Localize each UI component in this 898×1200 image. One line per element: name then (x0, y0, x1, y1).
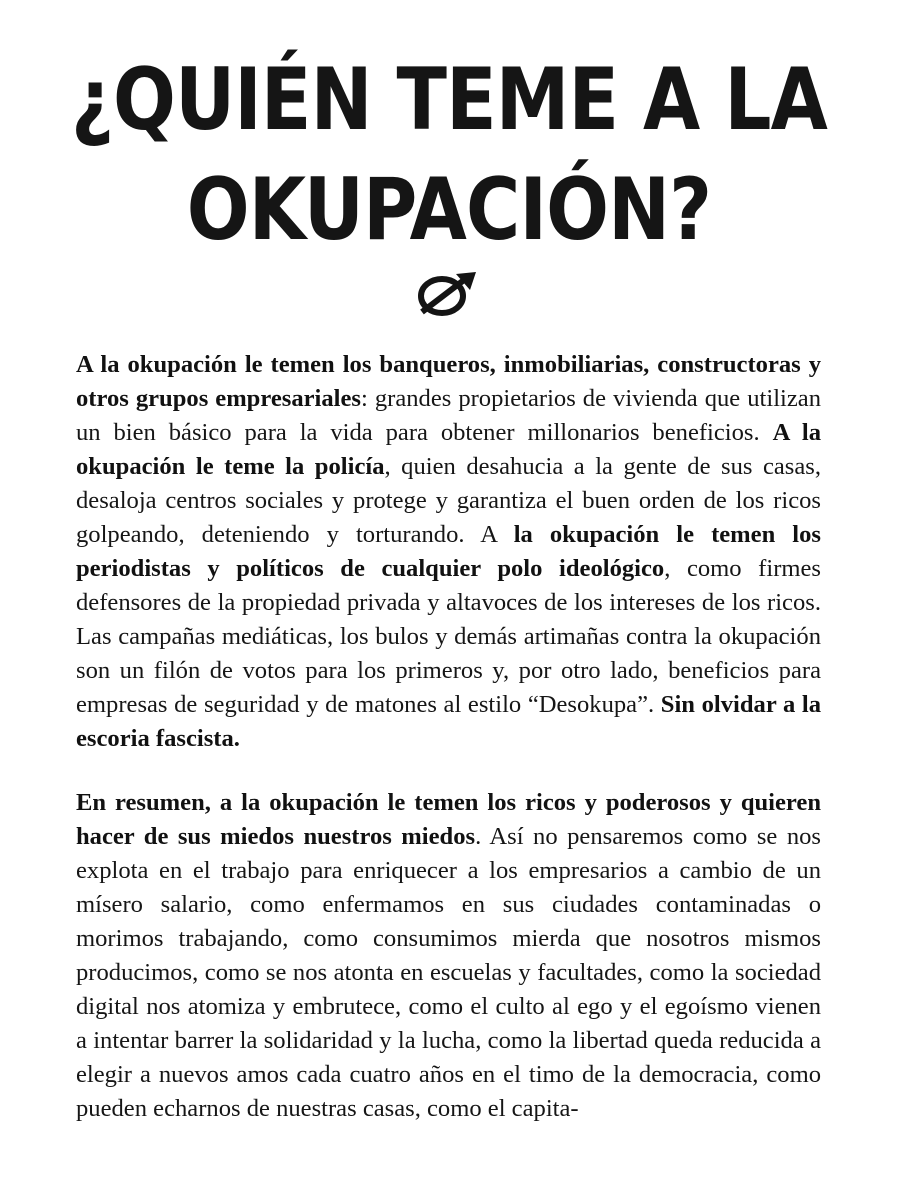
bold-phrase-resumen: En resumen, a la okupación le temen los ricos y poderosos y quieren hacer de sus miedos nuestros miedos (76, 789, 821, 850)
text-pensaremos: . Así no pensaremos como se nos explota en el trabajo para enriquecer a los empresarios a cambio de un mísero salario, como enfermamos en sus ciudades contaminadas o morimos trabajando, como consumimos mierda que nosotros mismos producimos, como se nos atonta en escuelas y facultades, como la sociedad digital nos atomiza y embrutece, como el culto al ego y el egoísmo vienen a intentar barrer la solidaridad y la lucha, como la libertad queda reducida a elegir a nuevos amos cada cuatro años en el timo de la democracia, como pueden echarnos de nuestras casas, como el capita- (76, 823, 821, 1122)
bold-phrase-periodistas: la okupación le temen los periodistas y políticos de cualquier polo ideológico (76, 521, 822, 582)
text-defensores: , como firmes defensores de la propiedad privada y altavoces de los intereses de los ricos. Las campañas mediáticas, los bulos y demás artimañas contra la okupación son un filón de votos para los primeros y, por otro lado, beneficios para empresas de seguridad y de matones al estilo “Desokupa”. (76, 555, 822, 718)
bold-phrase-fascista: Sin olvidar a la escoria fascista. (76, 691, 821, 752)
okupa-symbol-icon (412, 268, 486, 318)
paragraph-1 (76, 348, 821, 756)
bold-phrase-banqueros: A la okupación le temen los banqueros, inmobiliarias, constructoras y otros grupos empresariales (76, 351, 821, 412)
paragraph-2 (76, 786, 821, 1126)
text-propietarios: : grandes propietarios de vivienda que utilizan un bien básico para la vida para obtener millonarios beneficios. (76, 385, 821, 446)
page-title-line-2: OKUPACIÓN? (186, 160, 712, 260)
text-desahucia: , quien desahucia a la gente de sus casas, desaloja centros sociales y protege y garantiza el buen orden de los ricos golpeando, deteniendo y torturando. A (76, 453, 821, 548)
page-title-line-1: ¿QUIÉN TEME A LA (71, 50, 827, 150)
bold-phrase-policia: A la okupación le teme la policía (76, 419, 822, 480)
